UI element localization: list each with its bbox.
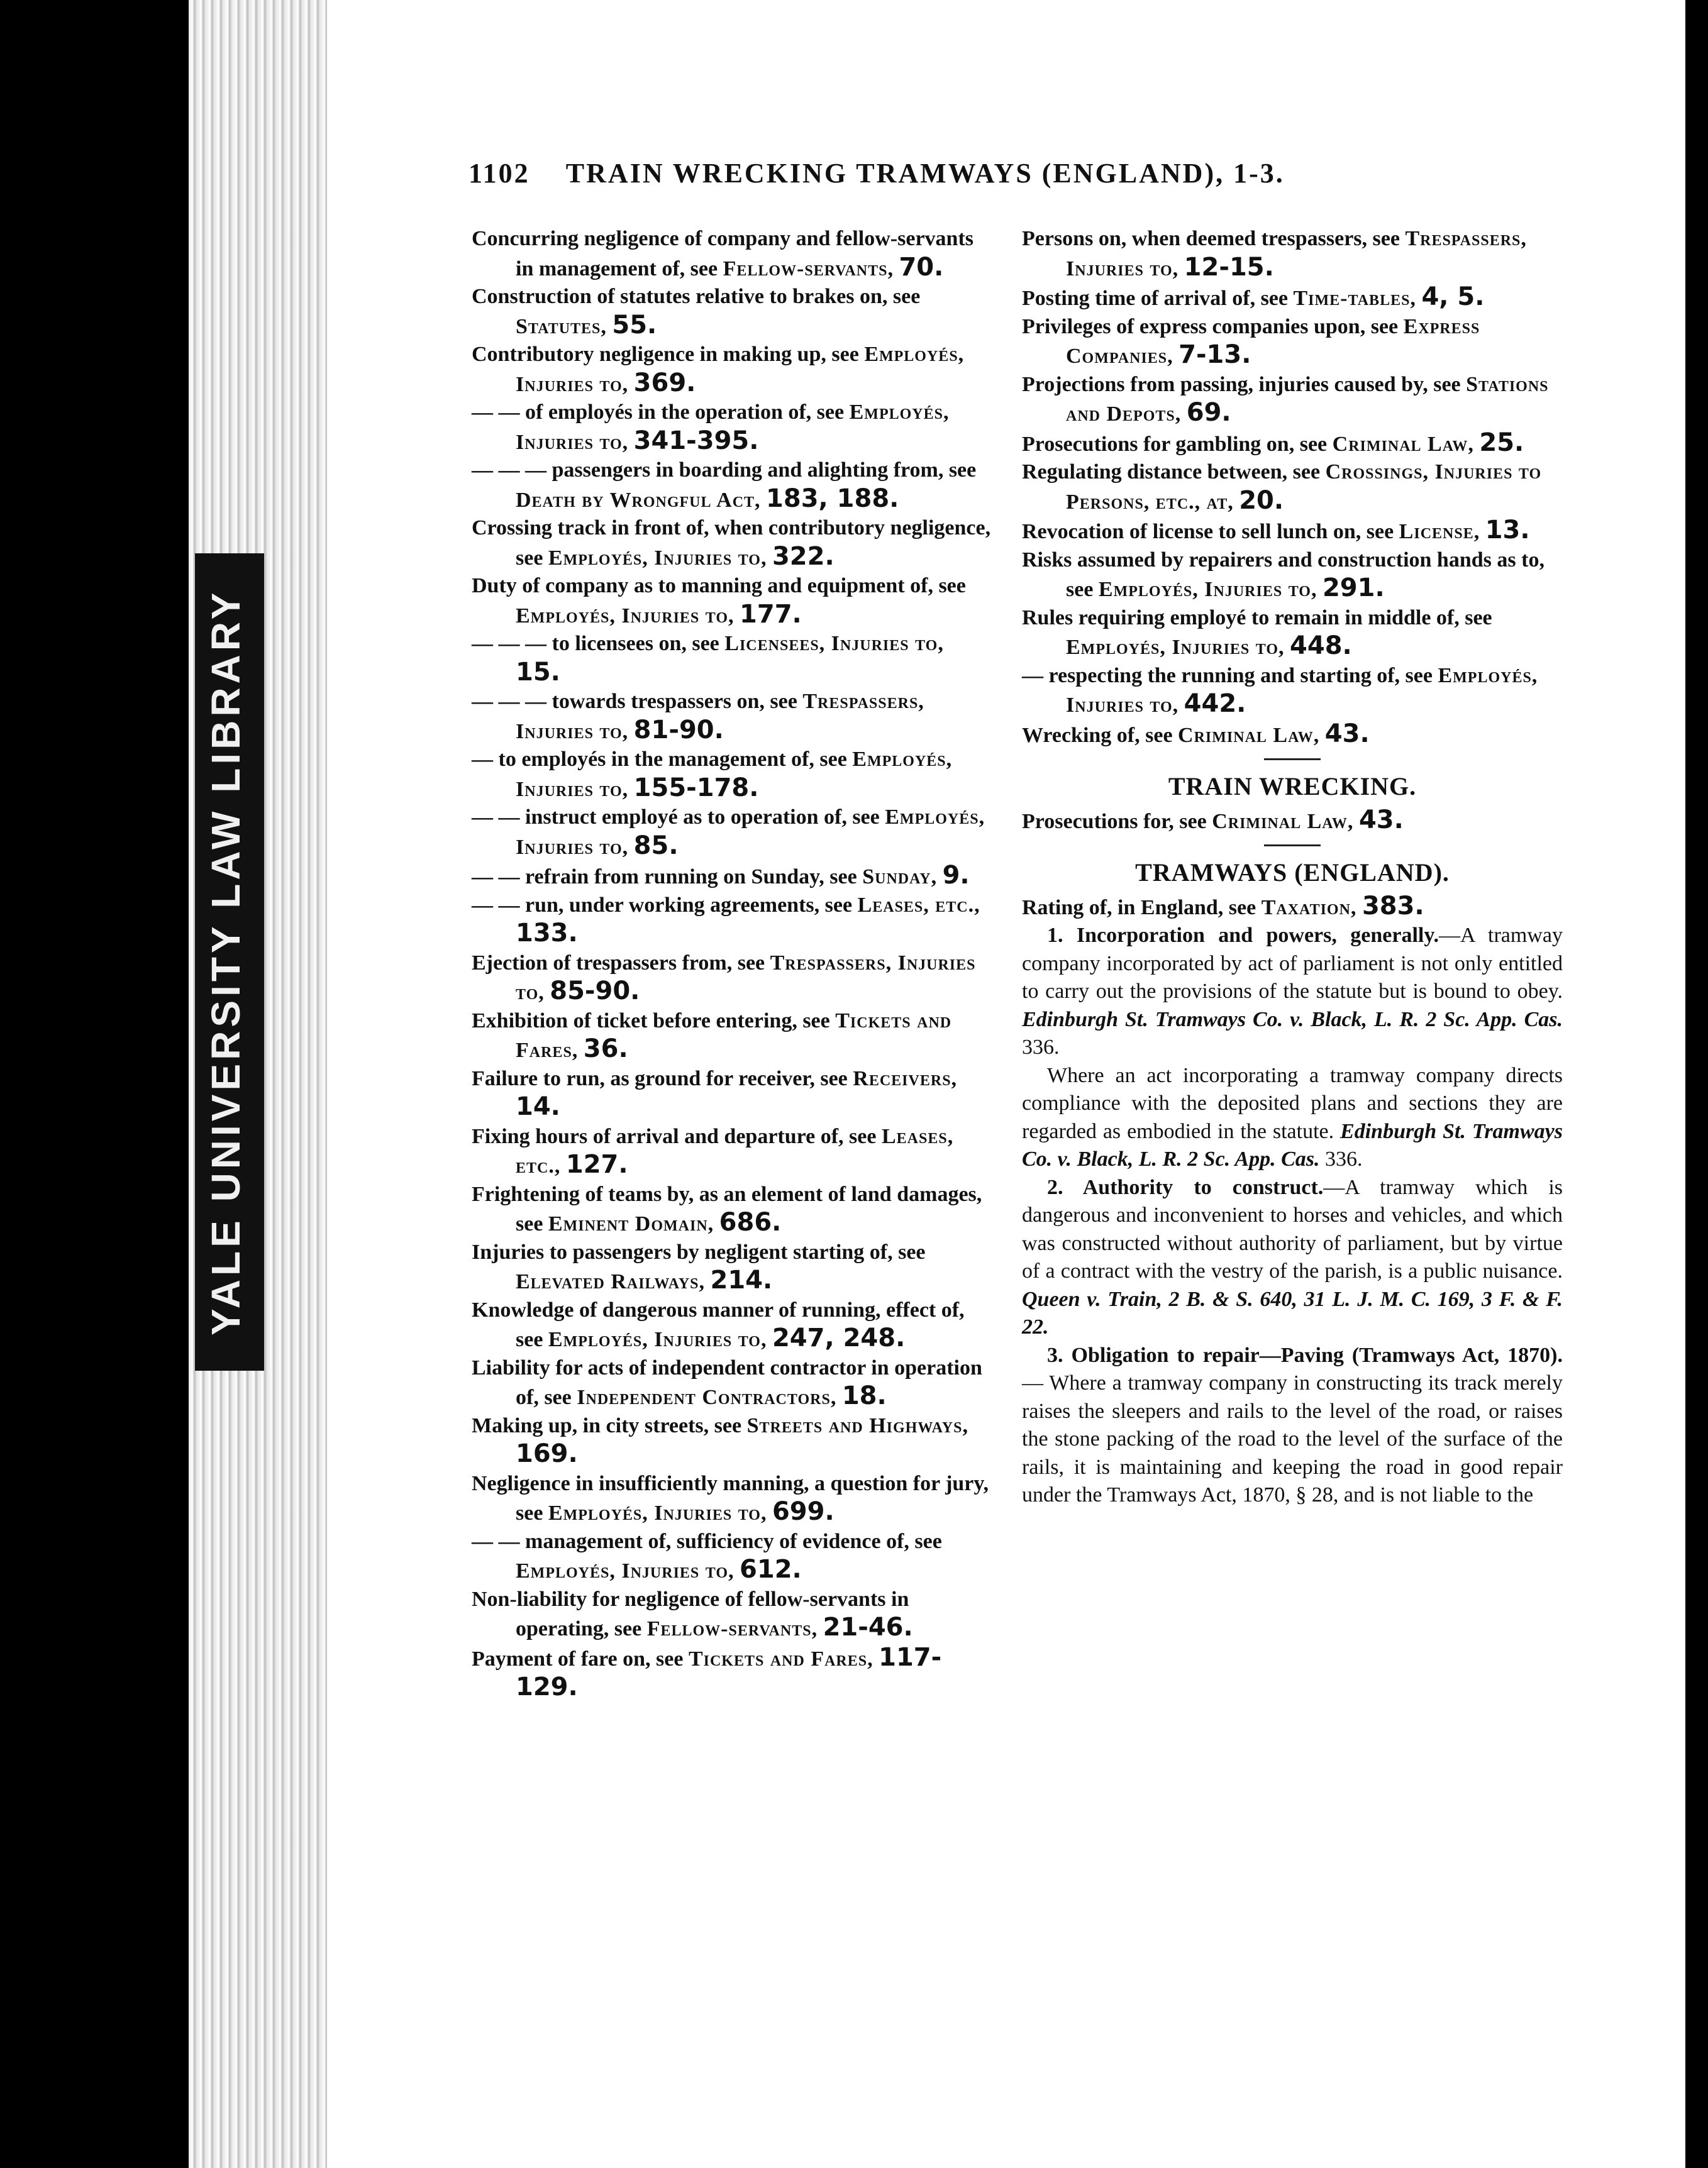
entry-reference: Fellow-servants, <box>723 257 894 280</box>
paragraph-lead: 1. Incorporation and powers, generally. <box>1047 924 1439 947</box>
entry-text: Frightening of teams by, as an element of land damages, see <box>472 1182 982 1236</box>
index-entry <box>1022 662 1563 720</box>
entry-reference: Death by Wrongful Act, <box>516 488 761 512</box>
scan-border <box>1685 0 1708 2168</box>
entry-section-number: 369. <box>633 368 696 397</box>
entry-section-number: 36. <box>583 1034 628 1063</box>
entry-reference: Employés, Injuries to, <box>516 748 953 801</box>
entry-reference: Leases, etc., <box>857 893 980 917</box>
entry-text: Ejection of trespassers from, see <box>472 951 770 975</box>
entry-reference: Criminal Law, <box>1332 432 1474 456</box>
index-entry <box>472 688 994 746</box>
entry-text: Duty of company as to manning and equipment of, see <box>472 574 966 597</box>
entry-section-number: 12-15. <box>1184 252 1274 282</box>
entry-reference: Taxation, <box>1261 895 1357 919</box>
entry-reference: Trespassers, Injuries to, <box>516 690 924 743</box>
index-entry <box>472 341 994 399</box>
entry-text: Revocation of license to sell lunch on, see <box>1022 520 1399 543</box>
entry-reference: Streets and Highways, <box>746 1413 968 1437</box>
citation-page: 336. <box>1325 1148 1363 1171</box>
entry-text: Persons on, when deemed trespassers, see <box>1022 227 1406 250</box>
entry-reference: Employés, Injuries to, <box>516 401 950 454</box>
index-entry <box>1022 516 1563 546</box>
index-entry <box>472 1586 994 1644</box>
entry-text: Rules requiring employé to remain in middle of, see <box>1022 606 1492 629</box>
entry-reference: Employés, Injuries to, <box>516 805 985 859</box>
entry-section-number: 133. <box>516 919 578 948</box>
entry-text: — respecting the running and starting of, see <box>1022 663 1438 687</box>
entry-text: — — refrain from running on Sunday, see <box>472 865 863 888</box>
paragraph-obligation <box>1022 1342 1563 1510</box>
index-entry <box>472 1412 994 1470</box>
index-entry <box>472 1354 994 1412</box>
entry-reference: Sunday, <box>862 865 938 888</box>
index-entry <box>1022 458 1563 516</box>
index-entry <box>472 225 994 283</box>
entry-section-number: 612. <box>740 1555 802 1584</box>
entry-section-number: 169. <box>516 1439 578 1468</box>
entry-reference: Criminal Law, <box>1212 809 1354 833</box>
left-column <box>472 225 994 1703</box>
entry-reference: Employés, Injuries to, <box>1098 578 1317 601</box>
entry-reference: Trespassers, Injuries to, <box>516 951 976 1004</box>
index-entry <box>1022 429 1563 459</box>
entry-text: Construction of statutes relative to brakes on, see <box>472 285 921 308</box>
entry-text: Regulating distance between, see <box>1022 460 1326 484</box>
index-entry <box>472 1470 994 1528</box>
paragraph-deposited-plans <box>1022 1062 1563 1174</box>
entry-text: Making up, in city streets, see <box>472 1413 747 1437</box>
entry-reference: Employés, Injuries to, <box>1066 663 1538 717</box>
index-entry <box>472 1239 994 1297</box>
entry-reference: Fellow-servants, <box>646 1617 818 1640</box>
entry-text: — — of employés in the operation of, see <box>472 401 850 424</box>
entry-section-number: 43. <box>1324 719 1370 748</box>
entry-section-number: 4, 5. <box>1421 282 1485 311</box>
entry-reference: Crossings, Injuries to Persons, etc., at, <box>1066 460 1542 514</box>
entry-section-number: 7-13. <box>1178 340 1251 369</box>
entry-text: Prosecutions for gambling on, see <box>1022 432 1333 456</box>
entry-reference: Employés, Injuries to, <box>516 604 735 628</box>
entry-reference: Statutes, <box>516 314 607 338</box>
entry-section-number: 81-90. <box>633 715 724 744</box>
entry-text: Posting time of arrival of, see <box>1022 287 1294 310</box>
index-entry <box>472 1644 994 1703</box>
entry-reference: Tickets and Fares, <box>688 1647 873 1671</box>
case-citation: Edinburgh St. Tramways Co. v. Black, L. R. 2 Sc. App. Cas. <box>1022 1119 1563 1171</box>
entry-reference: Eminent Domain, <box>548 1212 714 1236</box>
entry-text: Fixing hours of arrival and departure of, see <box>472 1124 882 1148</box>
index-entry <box>1022 546 1563 604</box>
entry-reference: Employés, Injuries to, <box>548 1328 767 1351</box>
index-entry <box>472 456 994 514</box>
entry-text: — — instruct employé as to operation of, see <box>472 805 885 829</box>
entry-text: — — — towards trespassers on, see <box>472 690 803 713</box>
entry-text: Projections from passing, injuries caused by, see <box>1022 372 1467 396</box>
entry-reference: Receivers, <box>853 1066 958 1090</box>
index-entry <box>472 630 994 688</box>
header-title: TRAIN WRECKING TRAMWAYS (ENGLAND), 1-3. <box>565 158 1285 189</box>
index-entry <box>472 861 994 892</box>
index-entry <box>472 1065 994 1123</box>
entry-section-number: 127. <box>565 1150 628 1179</box>
index-entry <box>472 804 994 861</box>
entry-text: — to employés in the management of, see <box>472 748 853 771</box>
index-entry <box>472 514 994 572</box>
entry-text: Non-liability for negligence of fellow-servants in operating, see <box>472 1587 909 1640</box>
entry-reference: Leases, etc., <box>516 1124 954 1178</box>
entry-section-number: 85-90. <box>550 976 640 1005</box>
entry-reference: License, <box>1399 520 1480 543</box>
entry-reference: Employés, Injuries to, <box>548 1502 767 1525</box>
entry-text: Liability for acts of independent contractor in operation of, see <box>472 1356 982 1409</box>
case-citation: Queen v. Train, 2 B. & S. 640, 31 L. J. M. C. 169, 3 F. & F. 22. <box>1022 1287 1563 1339</box>
page-number: 1102 <box>469 158 530 189</box>
index-entry <box>472 1007 994 1065</box>
right-column-entries <box>1022 225 1563 749</box>
index-entry <box>472 1528 994 1586</box>
entry-text: Knowledge of dangerous manner of running, effect of, see <box>472 1298 965 1351</box>
entry-section-number: 686. <box>719 1208 782 1237</box>
entry-section-number: 183, 188. <box>766 484 899 513</box>
entry-section-number: 15. <box>516 657 560 687</box>
entry-section-number: 322. <box>772 541 835 571</box>
index-entry <box>472 1297 994 1354</box>
entry-section-number: 699. <box>772 1497 835 1526</box>
entry-section-number: 291. <box>1322 573 1385 602</box>
entry-section-number: 70. <box>899 252 944 282</box>
entry-section-number: 341-395. <box>633 426 759 455</box>
index-entry <box>1022 225 1563 283</box>
paragraph-incorporation <box>1022 922 1563 1062</box>
entry-reference: Employés, Injuries to, <box>548 546 767 570</box>
entry-section-number: 13. <box>1485 516 1530 545</box>
entry-section-number: 9. <box>942 861 970 890</box>
entry-section-number: 85. <box>633 831 679 860</box>
paragraph-authority <box>1022 1174 1563 1342</box>
entry-section-number: 43. <box>1358 805 1404 834</box>
entry-section-number: 214. <box>710 1266 773 1295</box>
entry-section-number: 21-46. <box>823 1613 913 1642</box>
entry-reference: Criminal Law, <box>1178 723 1320 747</box>
paragraph-text: —A tramway which is dangerous and inconvenient to horses and vehicles, and which was constructed without authority of parliament, but by virtue of a contract with the vestry of the parish, is a public nuisance. <box>1022 1175 1563 1283</box>
paragraph-lead: 2. Authority to construct. <box>1047 1175 1324 1199</box>
entry-reference: Independent Contractors, <box>577 1386 837 1409</box>
paragraph-text: — Where a tramway company in constructing its track merely raises the sleepers and rails to the level of the road, or raises the stone packing of the road to the level of the surface of the rails, it is maintaining and keeping the road in good repair under the Tramways Act, 1870, § 28, and is not liable to the <box>1022 1371 1563 1507</box>
index-entry <box>472 572 994 630</box>
entry-reference: Licensees, Injuries to, <box>724 632 944 655</box>
paragraph-lead: 3. Obligation to repair—Paving (Tramways Act, 1870). <box>1047 1343 1563 1367</box>
index-entry <box>472 892 994 949</box>
entry-reference: Employés, Injuries to, <box>1066 636 1285 659</box>
running-header <box>469 157 1632 189</box>
entry-section-number: 177. <box>740 599 802 629</box>
entry-text: Rating of, in England, see <box>1022 895 1262 919</box>
index-entry <box>1022 313 1563 371</box>
index-entry <box>472 399 994 456</box>
entry-text: Injuries to passengers by negligent starting of, see <box>472 1240 926 1264</box>
entry-section-number: 20. <box>1239 485 1284 515</box>
train-wrecking-heading: TRAIN WRECKING. <box>1168 772 1417 800</box>
entry-reference: Stations and Depots, <box>1066 372 1549 426</box>
entry-reference: Time-tables, <box>1293 287 1416 310</box>
entry-text: — — management of, sufficiency of evidence of, see <box>472 1529 942 1553</box>
entry-section-number: 117-129. <box>516 1642 942 1701</box>
entry-reference: Trespassers, Injuries to, <box>1066 227 1527 280</box>
entry-reference: Express Companies, <box>1066 314 1480 368</box>
entry-section-number: 442. <box>1184 689 1246 718</box>
train-wrecking-entry <box>1022 806 1563 836</box>
library-stamp-text: YALE UNIVERSITY LAW LIBRARY <box>203 589 248 1336</box>
entry-text: Privileges of express companies upon, see <box>1022 314 1404 338</box>
entry-section-number: 448. <box>1290 631 1352 660</box>
entry-text: Negligence in insufficiently manning, a question for jury, see <box>472 1471 989 1525</box>
entry-text: Crossing track in front of, when contributory negligence, see <box>472 516 991 570</box>
entry-text: Payment of fare on, see <box>472 1647 689 1671</box>
index-entry <box>472 949 994 1007</box>
entry-text: — — — passengers in boarding and alighting from, see <box>472 458 977 482</box>
citation-page: 336. <box>1022 1036 1060 1059</box>
entry-section-number: 69. <box>1186 398 1231 427</box>
entry-text: Contributory negligence in making up, see <box>472 343 865 366</box>
book-page <box>327 0 1685 2168</box>
section-divider <box>1264 758 1321 760</box>
entry-text: — — run, under working agreements, see <box>472 893 858 917</box>
entry-text: Concurring negligence of company and fellow-servants in management of, see <box>472 227 974 280</box>
entry-text: — — — to licensees on, see <box>472 632 725 655</box>
paragraph-text: —A tramway company incorporated by act of parliament is not only entitled to carry out the provisions of the statute but is bound to obey. <box>1022 924 1563 1003</box>
entry-text: Exhibition of ticket before entering, see <box>472 1009 836 1032</box>
entry-reference: Employés, Injuries to, <box>516 1559 735 1583</box>
index-entry <box>472 1123 994 1181</box>
entry-reference: Tickets and Fares, <box>516 1009 952 1062</box>
index-entry <box>472 746 994 804</box>
case-citation: Edinburgh St. Tramways Co. v. Black, L. R. 2 Sc. App. Cas. <box>1022 1007 1563 1031</box>
index-entry <box>472 1181 994 1239</box>
entry-section-number: 383. <box>1361 891 1424 921</box>
entry-text: Failure to run, as ground for receiver, see <box>472 1066 853 1090</box>
index-entry <box>1022 283 1563 313</box>
index-entry <box>1022 371 1563 429</box>
entry-section-number: 14. <box>516 1092 560 1121</box>
entry-text: Risks assumed by repairers and construction hands as to, see <box>1022 548 1544 601</box>
paragraph-text: Where an act incorporating a tramway company directs compliance with the deposited plans and sections they are regarded as embodied in the statute. <box>1022 1063 1563 1143</box>
index-entry <box>1022 604 1563 662</box>
entry-section-number: 247, 248. <box>772 1324 906 1352</box>
entry-section-number: 55. <box>612 310 657 340</box>
entry-section-number: 18. <box>841 1381 887 1410</box>
section-divider <box>1264 844 1321 846</box>
entry-text: Prosecutions for, see <box>1022 809 1212 833</box>
entry-reference: Elevated Railways, <box>516 1270 706 1293</box>
index-entry <box>1022 720 1563 750</box>
tramways-heading: TRAMWAYS (ENGLAND). <box>1135 858 1450 887</box>
entry-reference: Employés, Injuries to, <box>516 343 965 396</box>
entry-text: Wrecking of, see <box>1022 723 1178 747</box>
entry-section-number: 25. <box>1479 428 1524 457</box>
right-column <box>1022 225 1563 1510</box>
index-entry <box>472 283 994 341</box>
tramways-entry <box>1022 892 1563 922</box>
entry-section-number: 155-178. <box>633 773 759 802</box>
